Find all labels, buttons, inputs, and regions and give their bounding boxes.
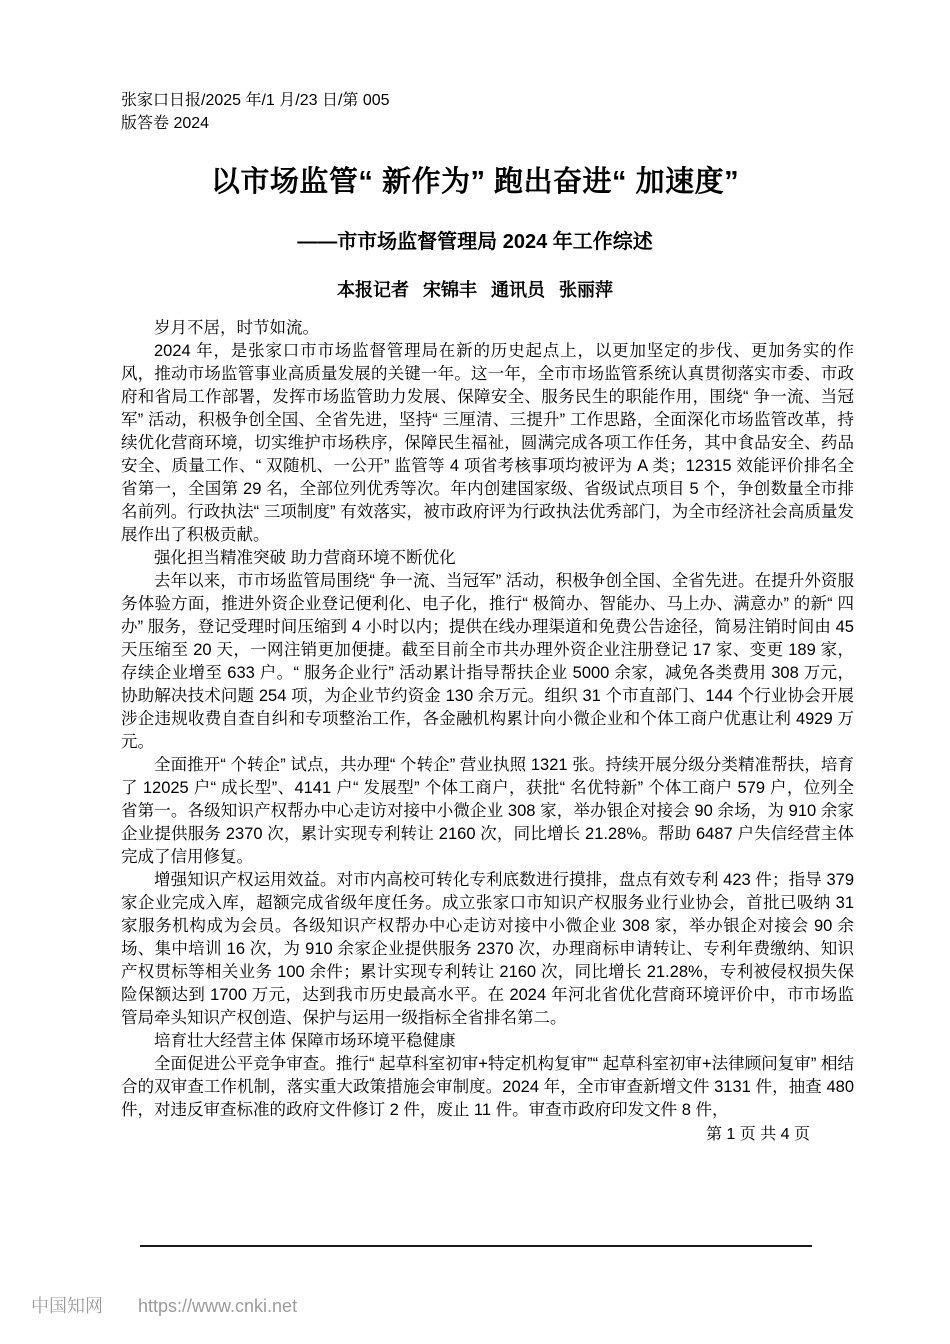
article-title: 以市场监管“ 新作为” 跑出奋进“ 加速度” <box>210 166 740 198</box>
paragraph: 全面促进公平竞争审查。推行“ 起草科室初审+特定机构复审”“ 起草科室初审+法律顾问复审” 相结合的双审查工作机制，落实重大政策措施会审制度。2024 年，全市审查新增文件 3131 件，抽查 480 件，对违反审查标准的政府文件修订 2 件，废止 11 件。审查市政府印发文件 8 件， <box>121 1055 854 1119</box>
cnki-url: https://www.cnki.net <box>138 1296 298 1316</box>
article-subtitle: ——市市场监督管理局 2024 年工作综述 <box>297 231 653 253</box>
footer-divider-line <box>140 1245 812 1247</box>
article-body <box>121 317 854 1122</box>
cnki-footer <box>31 1292 297 1318</box>
source-citation-line1: 张家口日报/2025 年/1 月/23 日/第 005 <box>121 92 390 109</box>
article-byline: 本报记者 宋锦丰 通讯员 张丽萍 <box>336 280 613 300</box>
section-heading: 强化担当精准突破 助力营商环境不断优化 <box>154 549 456 567</box>
section-heading: 培育壮大经营主体 保障市场环境平稳健康 <box>154 1032 456 1050</box>
paragraph: 2024 年，是张家口市市场监督管理局在新的历史起点上，以更加坚定的步伐、更加务实的作风，推动市场监管事业高质量发展的关键一年。这一年，全市市场监管系统认真贯彻落实市委、市政府和省局工作部署，发挥市场监管助力发展、保障安全、服务民生的职能作用，围绕“ 争一流、当冠军” 活动，积极争创全国、全省先进，坚持“ 三厘清、三提升” 工作思路，全面深化市场监管改革，持续优化营商环境，切实维护市场秩序，保障民生福祉，圆满完成各项工作任务，其中食品安全、药品安全、质量工作、“ 双随机、一公开” 监管等 4 项省考核事项均被评为 A 类；12315 效能评价排名全省第一，全国第 29 名，全部位列优秀等次。年内创建国家级、省级试点项目 5 个，争创数量全市排名前列。行政执法“ 三项制度” 有效落实，被市政府评为行政执法优秀部门，为全市经济社会高质量发展作出了积极贡献。 <box>121 342 854 544</box>
paragraph: 岁月不居，时节如流。 <box>154 319 319 337</box>
source-citation <box>121 90 390 135</box>
page-number: 第 1 页 共 4 页 <box>705 1126 810 1143</box>
paragraph: 增强知识产权运用效益。对市内高校可转化专利底数进行摸排，盘点有效专利 423 件；指导 379 家企业完成入库，超额完成省级年度任务。成立张家口市知识产权服务业行业协会，首批已吸纳 31 家服务机构成为会员。各级知识产权帮办中心走访对接中小微企业 308 家，举办银企对接会 90 余场、集中培训 16 次，为 910 余家企业提供服务 2370 次，办理商标申请转让、专利年费缴纳、知识产权贯标等相关业务 100 余件；累计实现专利转让 2160 次，同比增长 21.28%，专利被侵权损失保险保额达到 1700 万元，达到我市历史最高水平。在 2024 年河北省优化营商环境评价中，市市场监管局牵头知识产权创造、保护与运用一级指标全省排名第二。 <box>121 871 854 1027</box>
cnki-brand-label: 中国知网 <box>31 1296 103 1316</box>
source-citation-line2: 版答卷 2024 <box>121 114 210 132</box>
paragraph: 去年以来，市市场监管局围绕“ 争一流、当冠军” 活动，积极争创全国、全省先进。在提升外资服务体验方面，推进外资企业登记便利化、电子化，推行“ 极简办、智能办、马上办、满意办” 的新“ 四办” 服务，登记受理时间压缩到 4 小时以内；提供在线办理渠道和免费公告途径，简易注销时间由 45 天压缩至 20 天，一网注销更加便捷。截至目前全市共办理外资企业注册登记 17 家、变更 189 家，存续企业增至 633 户。“ 服务企业行” 活动累计指导帮扶企业 5000 余家，减免各类费用 308 万元，协助解决技术问题 254 项，为企业节约资金 130 余万元。组织 31 个市直部门、144 个行业协会开展涉企违规收费自查自纠和专项整治工作，各金融机构累计向小微企业和个体工商户优惠让利 4929 万元。 <box>121 572 854 751</box>
paragraph: 全面推开“ 个转企” 试点，共办理“ 个转企” 营业执照 1321 张。持续开展分级分类精准帮扶，培育了 12025 户“ 成长型”、4141 户“ 发展型” 个体工商户，获批“ 名优特新” 个体工商户 579 户，位列全省第一。各级知识产权帮办中心走访对接中小微企业 308 家，举办银企对接会 90 余场，为 910 余家企业提供服务 2370 次，累计实现专利转让 2160 次，同比增长 21.28%。帮助 6487 户失信经营主体完成了信用修复。 <box>121 756 854 866</box>
